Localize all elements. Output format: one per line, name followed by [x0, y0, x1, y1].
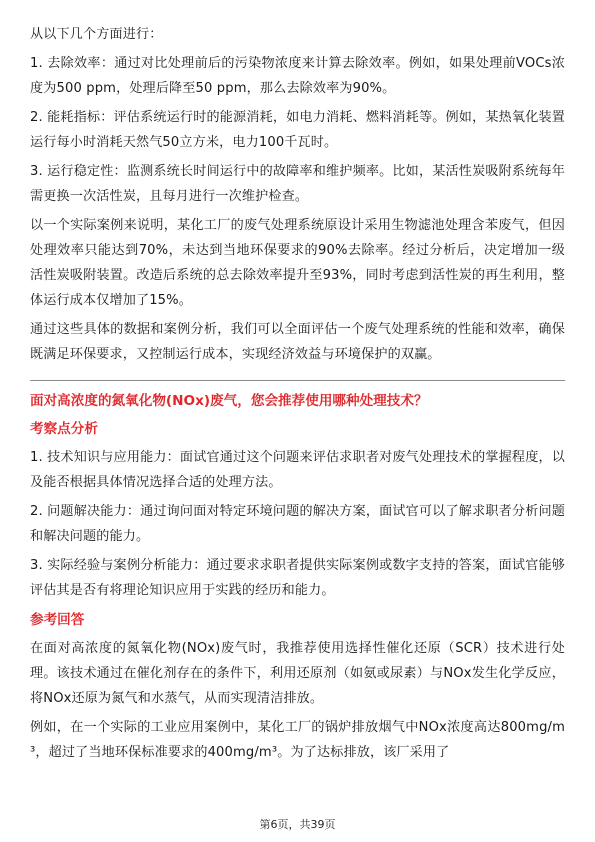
answer-paragraph-example: 例如，在一个实际的工业应用案例中，某化工厂的锅炉排放烟气中NOx浓度高达800mg/m³，超过了当地环保标准要求的400mg/m³。为了达标排放，该厂采用了: [30, 720, 565, 760]
answer-heading: 参考回答: [30, 612, 85, 628]
evaluation-item-stability: 3. 运行稳定性：监测系统长时间运行中的故障率和维护频率。比如，某活性炭吸附系统每年需更换一次活性炭，且每月进行一次维护检查。: [30, 164, 565, 204]
assessment-item-knowledge: 1. 技术知识与应用能力：面试官通过这个问题来评估求职者对废气处理技术的掌握程度，以及能否根据具体情况选择合适的处理方法。: [30, 450, 565, 490]
document-body: [30, 22, 565, 769]
intro-lead: 从以下几个方面进行：: [30, 27, 163, 42]
interview-question: 面对高浓度的氮氧化物(NOx)废气，您会推荐使用哪种处理技术？: [30, 393, 428, 409]
page-number: 第6页，共39页: [259, 818, 336, 831]
assessment-item-problem-solving: 2. 问题解决能力：通过询问面对特定环境问题的解决方案，面试官可以了解求职者分析问题和解决问题的能力。: [30, 504, 565, 544]
assessment-item-experience: 3. 实际经验与案例分析能力：通过要求求职者提供实际案例或数字支持的答案，面试官能够评估其是否有将理论知识应用于实践的经历和能力。: [30, 558, 565, 598]
answer-paragraph-scr: 在面对高浓度的氮氧化物(NOx)废气时，我推荐使用选择性催化还原（SCR）技术进行处理。该技术通过在催化剂存在的条件下，利用还原剂（如氨或尿素）与NOx发生化学反应，将NOx还原为氮气和水蒸气，从而实现清洁排放。: [30, 641, 565, 706]
summary-paragraph: 通过这些具体的数据和案例分析，我们可以全面评估一个废气处理系统的性能和效率，确保既满足环保要求，又控制运行成本，实现经济效益与环境保护的双赢。: [30, 322, 565, 362]
assessment-heading: 考察点分析: [30, 421, 98, 437]
evaluation-item-efficiency: 1. 去除效率：通过对比处理前后的污染物浓度来计算去除效率。例如，如果处理前VOCs浓度为500 ppm，处理后降至50 ppm，那么去除效率为90%。: [30, 56, 565, 96]
evaluation-item-energy: 2. 能耗指标：评估系统运行时的能源消耗，如电力消耗、燃料消耗等。例如，某热氧化装置运行每小时消耗天然气50立方米，电力100千瓦时。: [30, 110, 565, 150]
section-divider: [30, 380, 565, 381]
case-study-paragraph: 以一个实际案例来说明，某化工厂的废气处理系统原设计采用生物滤池处理含苯废气，但因处理效率只能达到70%，未达到当地环保要求的90%去除率。经过分析后，决定增加一级活性炭吸附装置。改造后系统的总去除效率提升至93%，同时考虑到活性炭的再生利用，整体运行成本仅增加了15%。: [30, 218, 565, 308]
